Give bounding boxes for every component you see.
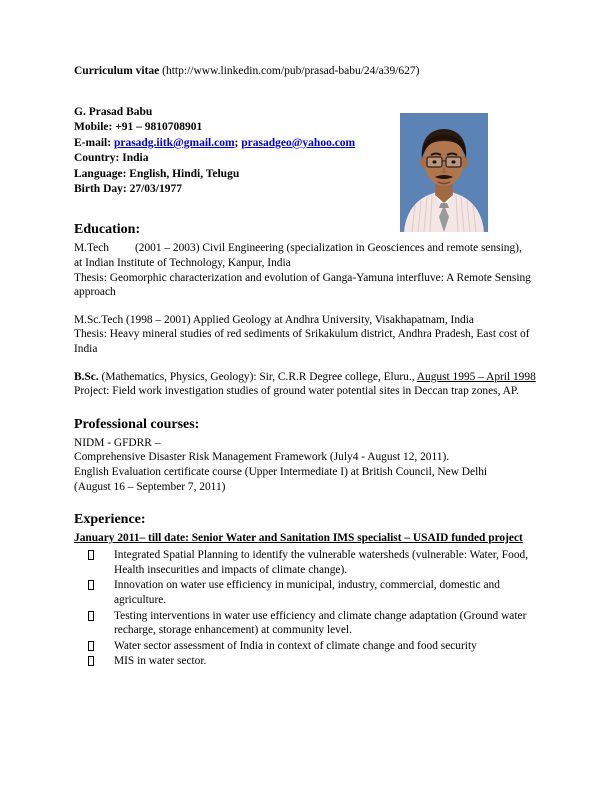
contact-email-label: E-mail:	[74, 136, 114, 149]
professional-courses-line-4: (August 16 – September 7, 2011)	[74, 480, 226, 493]
contact-name: G. Prasad Babu	[74, 106, 153, 118]
education-bsc-line	[74, 370, 540, 385]
section-heading-professional-courses: Professional courses:	[74, 416, 200, 432]
contact-birthday: Birth Day: 27/03/1977	[74, 183, 182, 196]
section-heading-education: Education:	[74, 222, 141, 238]
list-item-text: Innovation on water use efficiency in municipal, industry, commercial, domestic and agriculture.	[114, 579, 500, 606]
page-title	[74, 64, 540, 79]
contact-language: Language: English, Hindi, Telugu	[74, 167, 240, 180]
list-item	[74, 639, 540, 654]
education-bsc-project: Project: Field work investigation studies of ground water potential sites in Deccan trap zones, AP.	[74, 385, 519, 398]
list-item-text: Testing interventions in water use efficiency and climate change adaptation (Ground water recharge, storage enhancement) at community level.	[114, 609, 527, 637]
contact-mobile: Mobile: +91 – 9810708901	[74, 121, 203, 134]
contact-country: Country: India	[74, 152, 149, 165]
list-item-text: Water sector assessment of India in context of climate change and food security	[114, 639, 477, 652]
professional-courses-line-2: Comprehensive Disaster Risk Management Framework (July4 - August 12, 2011).	[74, 451, 450, 464]
spacer	[74, 399, 540, 416]
education-bsc-detail: (Mathematics, Physics, Geology): Sir, C.R.R Degree college, Eluru.,	[98, 370, 417, 383]
list-item	[74, 654, 540, 669]
bullet-box-icon	[88, 580, 94, 590]
spacer	[74, 494, 540, 511]
education-mtech-line2: at Indian Institute of Technology, Kanpur, India	[74, 257, 291, 270]
bullet-box-icon	[88, 656, 94, 666]
education-mtech-line1	[74, 241, 540, 256]
list-item-text: MIS in water sector.	[114, 655, 207, 668]
bullet-box-icon	[88, 611, 94, 621]
page-title-url: (http://www.linkedin.com/pub/prasad-babu/24/a39/627)	[159, 65, 420, 77]
email-link-yahoo[interactable]: prasadgeo@yahoo.com	[241, 136, 356, 149]
section-heading-experience: Experience:	[74, 512, 146, 528]
list-item-text: Integrated Spatial Planning to identify the vulnerable watersheds (vulnerable: Water, Food, Health insecurities and impacts of climate change).	[114, 549, 529, 576]
experience-subtitle: January 2011– till date: Senior Water and Sanitation IMS specialist – USAID funded project	[74, 532, 523, 545]
contact-email-line	[74, 136, 540, 151]
bullet-box-icon	[88, 550, 94, 560]
bullet-box-icon	[88, 641, 94, 651]
education-mtech-thesis: Thesis: Geomorphic characterization and evolution of Ganga-Yamuna interfluve: A Remote Sensing approach	[74, 271, 531, 299]
list-item	[74, 578, 540, 607]
list-item	[74, 548, 540, 577]
spacer	[74, 300, 540, 313]
contact-block	[74, 105, 540, 197]
document-content	[74, 64, 540, 670]
professional-courses-line-3: English Evaluation certificate course (Upper Intermediate I) at British Council, New Delhi	[74, 465, 488, 478]
education-msc-thesis: Thesis: Heavy mineral studies of red sediments of Srikakulum district, Andhra Pradesh, East cost of India	[74, 328, 530, 355]
list-item	[74, 609, 540, 638]
education-mtech-detail: (2001 – 2003) Civil Engineering (specialization in Geosciences and remote sensing),	[134, 242, 522, 255]
email-link-gmail[interactable]: prasadg.iitk@gmail.com	[113, 136, 235, 149]
education-msc-line: M.Sc.Tech (1998 – 2001) Applied Geology at Andhra University, Visakhapatnam, India	[74, 313, 474, 326]
email-separator: ;	[234, 136, 242, 149]
experience-bullet-list	[74, 548, 540, 669]
page-title-label: Curriculum vitae	[74, 65, 160, 77]
education-bsc-degree: B.Sc.	[74, 370, 99, 383]
spacer	[74, 357, 540, 370]
education-mtech-degree: M.Tech	[74, 242, 109, 255]
professional-courses-line-1: NIDM - GFDRR –	[74, 436, 161, 449]
education-bsc-dates: August 1995 – April 1998	[416, 370, 536, 383]
